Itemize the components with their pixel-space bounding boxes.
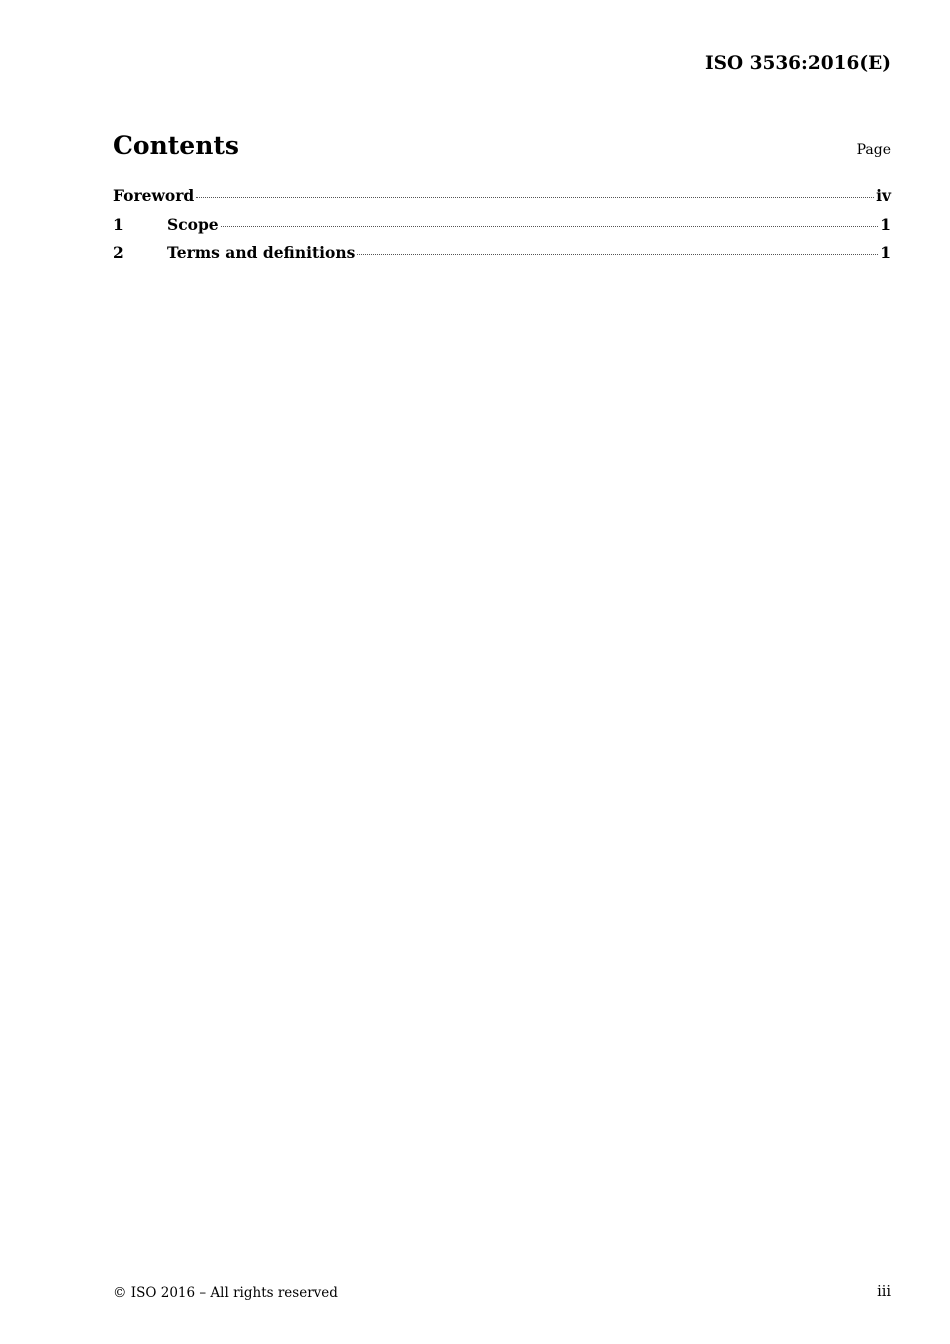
footer-copyright: © ISO 2016 – All rights reserved xyxy=(113,1285,338,1301)
toc-entry-number: 2 xyxy=(113,243,124,262)
toc-entry-foreword[interactable] xyxy=(113,186,891,215)
toc-entry-page: 1 xyxy=(880,243,891,262)
toc-entry-terms-and-definitions[interactable] xyxy=(113,243,891,272)
toc-dot-leader xyxy=(221,226,879,227)
contents-heading: Contents xyxy=(113,131,240,160)
toc-entry-title: Terms and definitions xyxy=(167,243,356,262)
document-id: ISO 3536:2016(E) xyxy=(705,53,891,74)
toc-entry-number: 1 xyxy=(113,214,124,234)
toc-dot-leader xyxy=(357,254,878,255)
toc-entry-title: Foreword xyxy=(113,186,195,205)
table-of-contents xyxy=(113,186,891,272)
footer-page-number: iii xyxy=(877,1284,891,1300)
toc-entry-title: Scope xyxy=(167,214,219,234)
page-column-label: Page xyxy=(856,142,891,158)
toc-entry-page: 1 xyxy=(880,214,891,234)
toc-entry-page: iv xyxy=(876,186,891,205)
toc-entry-scope[interactable] xyxy=(113,215,891,244)
toc-dot-leader xyxy=(196,197,874,198)
